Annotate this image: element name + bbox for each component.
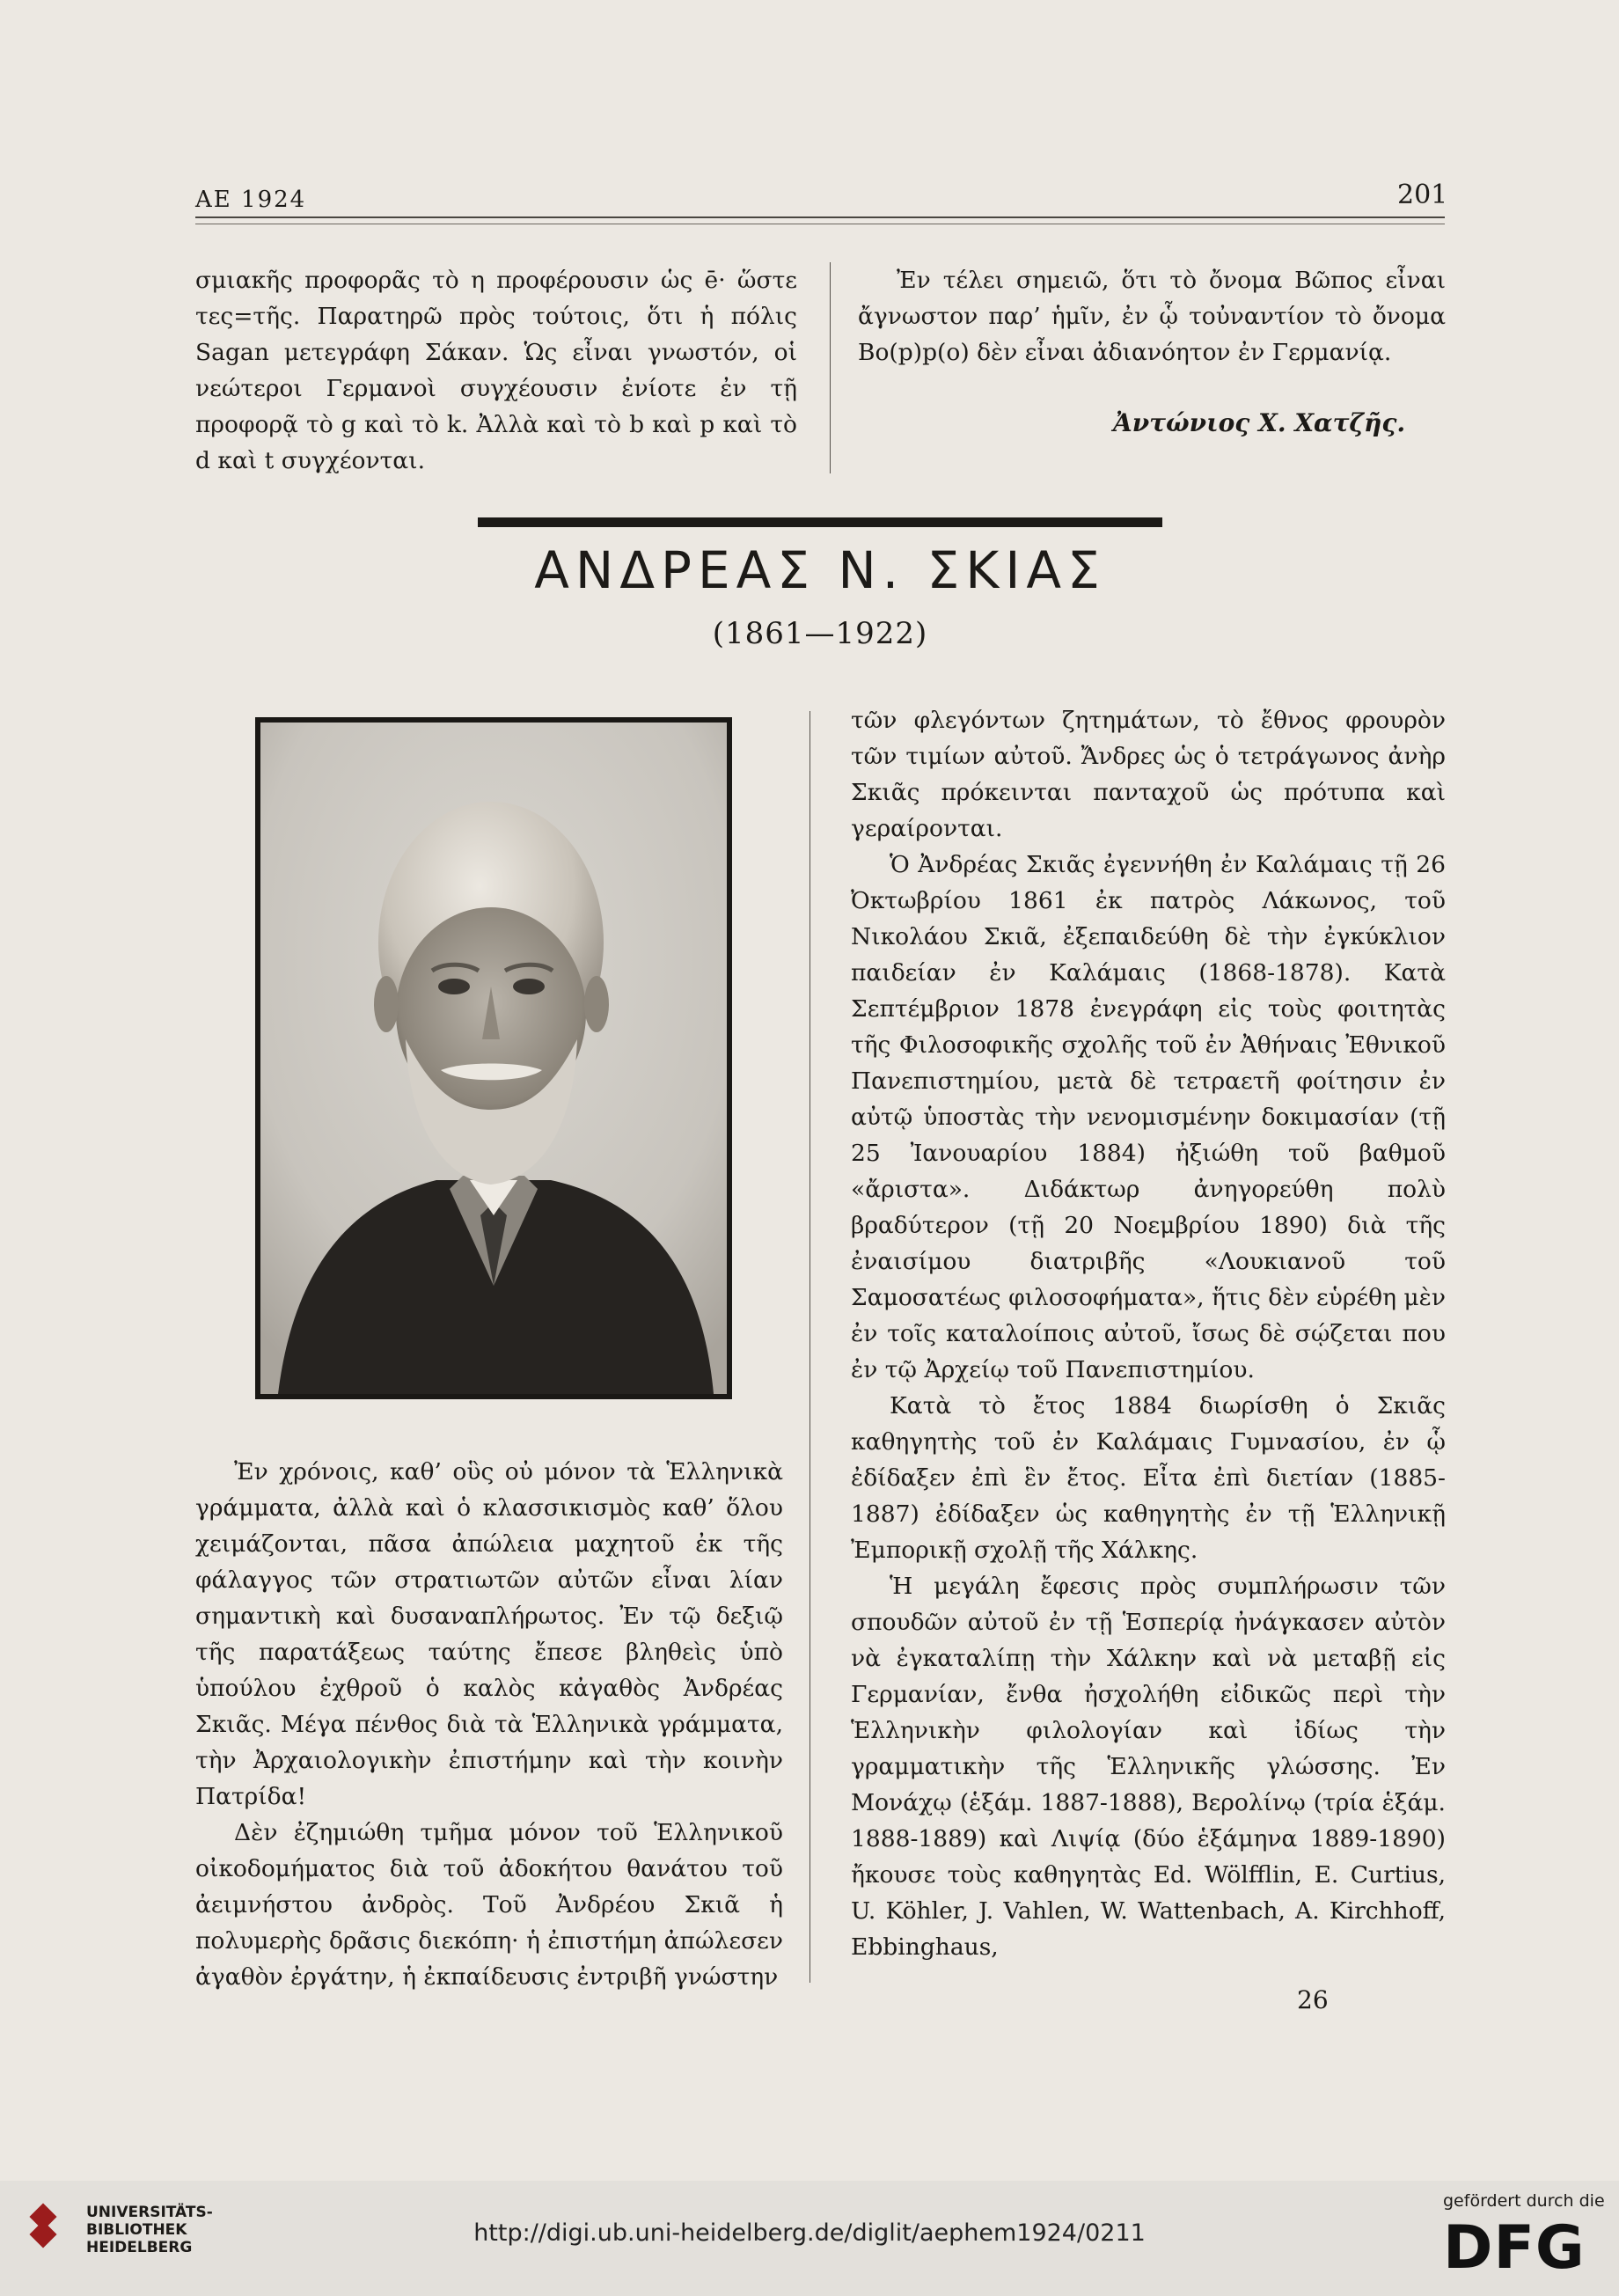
- column-divider-top: [830, 262, 831, 473]
- left-column-text: [195, 1454, 783, 1995]
- top-left-paragraph: σμιακῆς προφορᾶς τὸ η προφέρουσιν ὡς ē· ὥστε τες=τῆς. Παρατηρῶ πρὸς τούτοις, ὅτι ἡ πόλις Sagan μετεγράφη Σάκαν. Ὡς εἶναι γνωστόν, οἱ νεώτεροι Γερμανοὶ συγχέουσιν ἐνίοτε ἐν τῇ προφορᾷ τὸ g καὶ τὸ k. Ἀλλὰ καὶ τὸ b καὶ p καὶ τὸ d καὶ t συγχέονται.: [195, 267, 797, 474]
- paragraph: Δὲν ἐζημιώθη τμῆμα μόνον τοῦ Ἑλληνικοῦ οἰκοδομήματος διὰ τοῦ ἀδοκήτου θανάτου τοῦ ἀειμνήστου ἀνδρὸς. Τοῦ Ἀνδρέου Σκιᾶ ἡ πολυμερὴς δρᾶσις διεκόπη· ἡ ἐπιστήμη ἀπώλεσεν ἀγαθὸν ἐργάτην, ἡ ἐκπαίδευσις ἐντριβῆ γνώστην: [195, 1819, 783, 1991]
- header-rule: [195, 216, 1445, 218]
- signature-mark: 26: [1297, 1985, 1329, 2014]
- author-signature: Ἀντώνιος Χ. Χατζῆς.: [1113, 408, 1406, 437]
- article-dates: (1861—1922): [712, 616, 928, 651]
- paragraph: τῶν φλεγόντων ζητημάτων, τὸ ἔθνος φρουρὸν τῶν τιμίων αὐτοῦ. Ἄνδρες ὡς ὁ τετράγωνος ἀνὴρ Σκιᾶς πρόκεινται πανταχοῦ ὡς πρότυπα καὶ γεραίρονται.: [851, 707, 1446, 842]
- funding-label: gefördert durch die: [1443, 2191, 1605, 2211]
- portrait-image: [260, 723, 727, 1394]
- permalink-url[interactable]: http://digi.ub.uni-heidelberg.de/diglit/aephem1924/0211: [473, 2219, 1146, 2247]
- article-title: ΑΝΔΡΕΑΣ Ν. ΣΚΙΑΣ: [534, 540, 1106, 600]
- paragraph: Ἐν χρόνοις, καθ’ οὓς οὐ μόνον τὰ Ἑλληνικὰ γράμματα, ἀλλὰ καὶ ὁ κλασσικισμὸς καθ’ ὅλου χειμάζονται, πᾶσα ἀπώλεια μαχητοῦ ἐκ τῆς φάλαγγος τῶν στρατιωτῶν αὐτῶν εἶναι λίαν σημαντικὴ καὶ δυσαναπλήρωτος. Ἐν τῷ δεξιῷ τῆς παρατάξεως ταύτης ἔπεσε βληθεὶς ὑπὸ ὑπούλου ἐχθροῦ ὁ καλὸς κἀγαθὸς Ἀνδρέας Σκιᾶς. Μέγα πένθος διὰ τὰ Ἑλληνικὰ γράμματα, τὴν Ἀρχαιολογικὴν ἐπιστήμην καὶ τὴν κοινὴν Πατρίδα!: [195, 1458, 783, 1810]
- page-number: 201: [1397, 180, 1448, 210]
- portrait-photo: [255, 717, 732, 1399]
- paragraph: Ὁ Ἀνδρέας Σκιᾶς ἐγεννήθη ἐν Καλάμαις τῇ 26 Ὀκτωβρίου 1861 ἐκ πατρὸς Λάκωνος, τοῦ Νικολάου Σκιᾶ, ἐξεπαιδεύθη δὲ τὴν ἐγκύκλιον παιδείαν ἐν Καλάμαις (1868-1878). Κατὰ Σεπτέμβριον 1878 ἐνεγράφη εἰς τοὺς φοιτητὰς τῆς Φιλοσοφικῆς σχολῆς τοῦ ἐν Ἀθήναις Ἐθνικοῦ Πανεπιστημίου, μετὰ δὲ τετραετῆ φοίτησιν ἐν αὐτῷ ὑποστὰς τὴν νενομισμένην δοκιμασίαν (τῇ 25 Ἰανουαρίου 1884) ἠξιώθη τοῦ βαθμοῦ «ἄριστα». Διδάκτωρ ἀνηγορεύθη πολὺ βραδύτερον (τῇ 20 Νοεμβρίου 1890) διὰ τῆς ἐναισίμου διατριβῆς «Λουκιανοῦ τοῦ Σαμοσατέως φιλοσοφήματα», ἥτις δὲν εὑρέθη μὲν ἐν τοῖς καταλοίποις αὐτοῦ, ἴσως δὲ σῴζεται που ἐν τῷ Ἀρχείῳ τοῦ Πανεπιστημίου.: [851, 851, 1446, 1383]
- library-name: UNIVERSITÄTS- BIBLIOTHEK HEIDELBERG: [86, 2204, 213, 2256]
- paragraph: Ἡ μεγάλη ἔφεσις πρὸς συμπλήρωσιν τῶν σπουδῶν αὐτοῦ ἐν τῇ Ἑσπερίᾳ ἠνάγκασεν αὐτὸν νὰ ἐγκαταλίπῃ τὴν Χάλκην καὶ νὰ μεταβῇ εἰς Γερμανίαν, ἔνθα ἠσχολήθη εἰδικῶς περὶ τὴν Ἑλληνικὴν φιλολογίαν καὶ ἰδίως τὴν γραμματικὴν τῆς Ἑλληνικῆς γλώσσης. Ἐν Μονάχῳ (ἑξάμ. 1887-1888), Βερολίνῳ (τρία ἑξάμ. 1888-1889) καὶ Λιψίᾳ (δύο ἑξάμηνα 1889-1890) ἤκουσε τοὺς καθηγητὰς Ed. Wölfflin, E. Curtius, U. Köhler, J. Vahlen, W. Wattenbach, A. Kirchhoff, Ebbinghaus,: [851, 1573, 1446, 1961]
- title-rule: [478, 517, 1162, 527]
- paragraph: Κατὰ τὸ ἔτος 1884 διωρίσθη ὁ Σκιᾶς καθηγητὴς τοῦ ἐν Καλάμαις Γυμνασίου, ἐν ᾧ ἐδίδαξεν ἐπὶ ἓν ἔτος. Εἶτα ἐπὶ διετίαν (1885-1887) ἐδίδαξεν ὡς καθηγητὴς ἐν τῇ Ἑλληνικῇ Ἐμπορικῇ σχολῇ τῆς Χάλκης.: [851, 1392, 1446, 1564]
- dfg-logo: DFG: [1443, 2213, 1586, 2283]
- running-header-journal: ΑΕ 1924: [195, 187, 307, 213]
- top-right-paragraph: Ἐν τέλει σημειῶ, ὅτι τὸ ὄνομα Βῶπος εἶναι ἄγνωστον παρ’ ἡμῖν, ἐν ᾧ τοὐναντίον τὸ ὄνομα Bo(p)p(o) δὲν εἶναι ἀδιανόητον ἐν Γερμανίᾳ.: [858, 267, 1446, 366]
- right-column-text: [851, 702, 1446, 1965]
